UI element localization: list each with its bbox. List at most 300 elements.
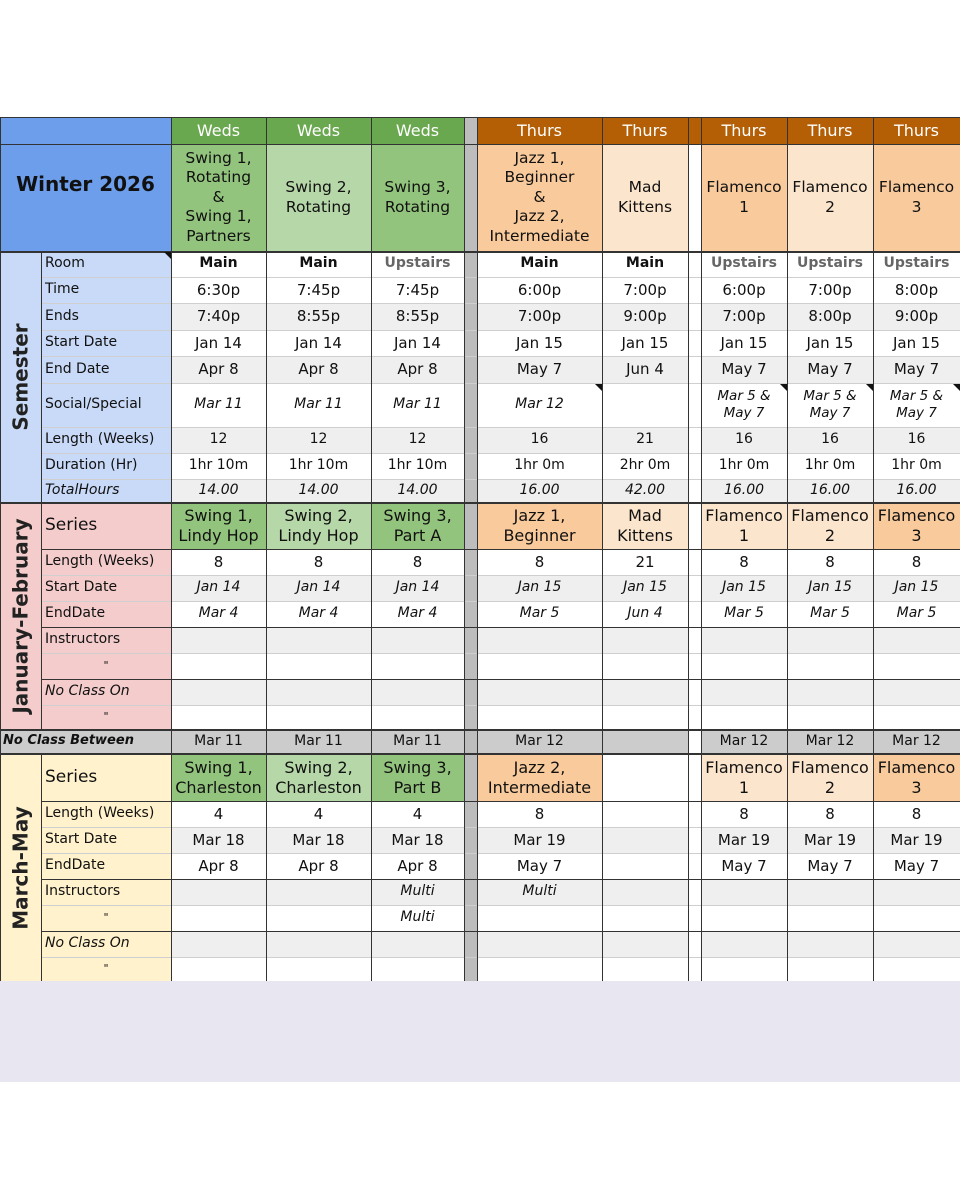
data-cell: Jan 15 bbox=[787, 575, 873, 601]
data-cell: 7:40p bbox=[171, 303, 266, 330]
day-header: Thurs bbox=[787, 117, 873, 144]
data-cell bbox=[602, 801, 688, 827]
data-cell: 8 bbox=[477, 549, 602, 575]
border-line bbox=[171, 117, 172, 981]
data-cell: Mar 5 & May 7 bbox=[873, 383, 960, 427]
data-cell: Apr 8 bbox=[371, 356, 464, 383]
data-cell bbox=[602, 754, 688, 801]
row-label: Time bbox=[41, 277, 171, 303]
data-cell: Flamenco 2 bbox=[787, 502, 873, 549]
section-semester-label bbox=[0, 251, 41, 502]
border-line bbox=[41, 627, 960, 628]
grid-line bbox=[41, 601, 960, 602]
border-line bbox=[0, 502, 960, 504]
data-cell bbox=[266, 627, 371, 653]
class-header: Swing 3, Rotating bbox=[371, 144, 464, 251]
row-label: TotalHours bbox=[41, 479, 171, 502]
data-cell bbox=[477, 679, 602, 705]
data-cell bbox=[873, 905, 960, 931]
data-cell bbox=[873, 879, 960, 905]
grid-line bbox=[41, 383, 960, 384]
data-cell: Flamenco 3 bbox=[873, 754, 960, 801]
data-cell: 8:55p bbox=[266, 303, 371, 330]
row-label: Start Date bbox=[41, 330, 171, 356]
data-cell bbox=[602, 679, 688, 705]
data-cell bbox=[701, 879, 787, 905]
data-cell: Mar 12 bbox=[477, 383, 602, 427]
data-cell: 1hr 0m bbox=[701, 453, 787, 479]
data-cell bbox=[477, 931, 602, 957]
data-cell: Jan 14 bbox=[171, 330, 266, 356]
data-cell: Mar 5 bbox=[477, 601, 602, 627]
comment-indicator-icon bbox=[866, 384, 873, 391]
data-cell: Main bbox=[171, 251, 266, 277]
border-line bbox=[602, 117, 603, 981]
data-cell bbox=[701, 931, 787, 957]
data-cell bbox=[787, 705, 873, 729]
data-cell: 8 bbox=[873, 549, 960, 575]
data-cell: 14.00 bbox=[171, 479, 266, 502]
data-cell: Mar 5 & May 7 bbox=[701, 383, 787, 427]
data-cell: 7:00p bbox=[787, 277, 873, 303]
section-mar-may-label bbox=[0, 754, 41, 981]
data-cell bbox=[171, 931, 266, 957]
data-cell bbox=[602, 705, 688, 729]
grid-line bbox=[41, 330, 960, 331]
section-jan-feb-label bbox=[0, 502, 41, 729]
section-semester-label-text: Semester bbox=[8, 322, 33, 431]
data-cell: 1hr 0m bbox=[787, 453, 873, 479]
data-cell bbox=[266, 905, 371, 931]
border-line bbox=[0, 117, 1, 981]
data-cell bbox=[873, 957, 960, 981]
data-cell: 8 bbox=[266, 549, 371, 575]
data-cell: Upstairs bbox=[701, 251, 787, 277]
border-line bbox=[41, 801, 960, 802]
data-cell: Jan 15 bbox=[477, 330, 602, 356]
day-header: Weds bbox=[371, 117, 464, 144]
data-cell: Flamenco 3 bbox=[873, 502, 960, 549]
data-cell: Mar 19 bbox=[787, 827, 873, 853]
data-cell: 8:00p bbox=[787, 303, 873, 330]
row-label: Series bbox=[41, 754, 171, 801]
data-cell bbox=[171, 627, 266, 653]
data-cell bbox=[477, 905, 602, 931]
data-cell bbox=[477, 653, 602, 679]
bottom-band bbox=[0, 981, 960, 1082]
data-cell bbox=[787, 627, 873, 653]
data-cell bbox=[602, 853, 688, 879]
data-cell: Swing 2, Lindy Hop bbox=[266, 502, 371, 549]
grid-line bbox=[41, 853, 960, 854]
border-line bbox=[0, 753, 960, 755]
no-class-between-cell: Mar 12 bbox=[477, 729, 602, 754]
data-cell: May 7 bbox=[787, 356, 873, 383]
border-line bbox=[0, 251, 960, 253]
border-line bbox=[464, 117, 465, 981]
data-cell bbox=[787, 905, 873, 931]
data-cell bbox=[171, 879, 266, 905]
row-label: Length (Weeks) bbox=[41, 549, 171, 575]
data-cell: Mar 5 bbox=[787, 601, 873, 627]
data-cell: Mar 4 bbox=[171, 601, 266, 627]
no-class-between-cell: Mar 12 bbox=[873, 729, 960, 754]
data-cell: Jan 15 bbox=[873, 330, 960, 356]
row-label: Duration (Hr) bbox=[41, 453, 171, 479]
grid-line bbox=[41, 356, 960, 357]
no-class-between-cell: Mar 12 bbox=[701, 729, 787, 754]
data-cell: Jan 15 bbox=[701, 330, 787, 356]
data-cell: Multi bbox=[371, 879, 464, 905]
data-cell: Multi bbox=[371, 905, 464, 931]
data-cell: 8 bbox=[701, 549, 787, 575]
data-cell: 16.00 bbox=[701, 479, 787, 502]
grid-line bbox=[41, 479, 960, 480]
data-cell: 8 bbox=[787, 801, 873, 827]
grid-line bbox=[41, 705, 960, 706]
data-cell bbox=[602, 383, 688, 427]
class-header: Mad Kittens bbox=[602, 144, 688, 251]
data-cell: Swing 1, Charleston bbox=[171, 754, 266, 801]
data-cell: 7:45p bbox=[371, 277, 464, 303]
data-cell: Flamenco 1 bbox=[701, 754, 787, 801]
class-header: Swing 1, Rotating & Swing 1, Partners bbox=[171, 144, 266, 251]
data-cell: 1hr 0m bbox=[873, 453, 960, 479]
data-cell: 4 bbox=[266, 801, 371, 827]
data-cell bbox=[266, 957, 371, 981]
no-class-between-cell: Mar 11 bbox=[171, 729, 266, 754]
row-label: Start Date bbox=[41, 827, 171, 853]
schedule-spreadsheet bbox=[0, 117, 960, 981]
border-line bbox=[477, 117, 478, 981]
border-line bbox=[371, 117, 372, 981]
data-cell: 16 bbox=[787, 427, 873, 453]
data-cell: Upstairs bbox=[873, 251, 960, 277]
data-cell: 14.00 bbox=[266, 479, 371, 502]
grid-line bbox=[41, 575, 960, 576]
data-cell: May 7 bbox=[873, 853, 960, 879]
grid-line bbox=[41, 303, 960, 304]
data-cell: Upstairs bbox=[787, 251, 873, 277]
data-cell: 12 bbox=[171, 427, 266, 453]
data-cell bbox=[873, 705, 960, 729]
day-header: Thurs bbox=[873, 117, 960, 144]
data-cell bbox=[602, 931, 688, 957]
data-cell: 7:00p bbox=[602, 277, 688, 303]
row-label: EndDate bbox=[41, 601, 171, 627]
data-cell: Swing 3, Part B bbox=[371, 754, 464, 801]
data-cell bbox=[266, 705, 371, 729]
grid-line bbox=[41, 277, 960, 278]
data-cell: 16 bbox=[701, 427, 787, 453]
data-cell: 14.00 bbox=[371, 479, 464, 502]
class-header: Swing 2, Rotating bbox=[266, 144, 371, 251]
grid-line bbox=[41, 905, 960, 906]
row-label: EndDate bbox=[41, 853, 171, 879]
data-cell: 8 bbox=[873, 801, 960, 827]
border-line bbox=[41, 251, 42, 729]
data-cell: Apr 8 bbox=[371, 853, 464, 879]
data-cell: Multi bbox=[477, 879, 602, 905]
row-label: End Date bbox=[41, 356, 171, 383]
no-class-between-cell: Mar 11 bbox=[371, 729, 464, 754]
data-cell bbox=[171, 653, 266, 679]
data-cell: 6:00p bbox=[701, 277, 787, 303]
class-header: Jazz 1, Beginner & Jazz 2, Intermediate bbox=[477, 144, 602, 251]
border-line bbox=[41, 549, 960, 550]
data-cell: Apr 8 bbox=[266, 853, 371, 879]
data-cell: 21 bbox=[602, 427, 688, 453]
row-label: Social/Special bbox=[41, 383, 171, 427]
data-cell: Flamenco 2 bbox=[787, 754, 873, 801]
row-label: No Class On bbox=[41, 931, 171, 957]
section-jan-feb-label-text: January-February bbox=[8, 517, 33, 714]
data-cell bbox=[171, 957, 266, 981]
data-cell: Jan 15 bbox=[477, 575, 602, 601]
data-cell bbox=[266, 931, 371, 957]
data-cell bbox=[266, 879, 371, 905]
data-cell: Mar 19 bbox=[477, 827, 602, 853]
data-cell: Jazz 1, Beginner bbox=[477, 502, 602, 549]
no-class-between-cell: Mar 12 bbox=[787, 729, 873, 754]
data-cell: 2hr 0m bbox=[602, 453, 688, 479]
data-cell: Upstairs bbox=[371, 251, 464, 277]
data-cell bbox=[787, 879, 873, 905]
data-cell bbox=[171, 905, 266, 931]
class-header: Flamenco 2 bbox=[787, 144, 873, 251]
data-cell: Mar 5 bbox=[873, 601, 960, 627]
data-cell: 12 bbox=[266, 427, 371, 453]
data-cell: Mad Kittens bbox=[602, 502, 688, 549]
data-cell: 4 bbox=[371, 801, 464, 827]
data-cell: Mar 19 bbox=[873, 827, 960, 853]
data-cell: May 7 bbox=[787, 853, 873, 879]
row-label: Length (Weeks) bbox=[41, 427, 171, 453]
data-cell bbox=[371, 957, 464, 981]
data-cell bbox=[602, 879, 688, 905]
data-cell: Mar 19 bbox=[701, 827, 787, 853]
grid-line bbox=[41, 827, 960, 828]
day-header: Thurs bbox=[477, 117, 602, 144]
data-cell: 12 bbox=[371, 427, 464, 453]
data-cell bbox=[787, 957, 873, 981]
no-class-between-cell bbox=[602, 729, 688, 754]
border-line bbox=[266, 117, 267, 981]
data-cell: 1hr 10m bbox=[266, 453, 371, 479]
row-label: Ends bbox=[41, 303, 171, 330]
data-cell bbox=[701, 705, 787, 729]
data-cell: 7:45p bbox=[266, 277, 371, 303]
page-title: Winter 2026 bbox=[0, 117, 171, 251]
class-header: Flamenco 3 bbox=[873, 144, 960, 251]
data-cell: 7:00p bbox=[477, 303, 602, 330]
data-cell bbox=[477, 627, 602, 653]
comment-indicator-icon bbox=[780, 384, 787, 391]
data-cell: Flamenco 1 bbox=[701, 502, 787, 549]
data-cell: May 7 bbox=[701, 356, 787, 383]
data-cell: 8:55p bbox=[371, 303, 464, 330]
data-cell: 8 bbox=[701, 801, 787, 827]
data-cell: Mar 11 bbox=[171, 383, 266, 427]
data-cell bbox=[371, 931, 464, 957]
border-line bbox=[0, 144, 960, 145]
data-cell: Swing 1, Lindy Hop bbox=[171, 502, 266, 549]
comment-indicator-icon bbox=[953, 384, 960, 391]
data-cell: 9:00p bbox=[873, 303, 960, 330]
data-cell: 16.00 bbox=[787, 479, 873, 502]
data-cell bbox=[701, 627, 787, 653]
data-cell: Jan 14 bbox=[371, 575, 464, 601]
data-cell: Apr 8 bbox=[171, 356, 266, 383]
data-cell: 16 bbox=[873, 427, 960, 453]
border-line bbox=[873, 117, 874, 981]
data-cell: 8 bbox=[787, 549, 873, 575]
data-cell bbox=[602, 827, 688, 853]
data-cell: Swing 3, Part A bbox=[371, 502, 464, 549]
data-cell: 6:30p bbox=[171, 277, 266, 303]
data-cell bbox=[371, 653, 464, 679]
row-label: " bbox=[41, 705, 171, 729]
data-cell: May 7 bbox=[477, 356, 602, 383]
grid-line bbox=[41, 427, 960, 428]
data-cell bbox=[701, 957, 787, 981]
data-cell: Jan 15 bbox=[701, 575, 787, 601]
border-line bbox=[701, 117, 702, 981]
comment-indicator-icon bbox=[164, 252, 171, 259]
data-cell: Swing 2, Charleston bbox=[266, 754, 371, 801]
data-cell: Mar 11 bbox=[371, 383, 464, 427]
border-line bbox=[787, 117, 788, 981]
data-cell bbox=[701, 679, 787, 705]
row-label: Series bbox=[41, 502, 171, 549]
data-cell: 4 bbox=[171, 801, 266, 827]
data-cell: Mar 18 bbox=[171, 827, 266, 853]
divider-column bbox=[688, 117, 701, 144]
data-cell: 16 bbox=[477, 427, 602, 453]
data-cell: Apr 8 bbox=[171, 853, 266, 879]
data-cell bbox=[171, 679, 266, 705]
data-cell bbox=[787, 931, 873, 957]
data-cell: Jan 14 bbox=[266, 575, 371, 601]
border-line bbox=[41, 931, 960, 932]
data-cell: 6:00p bbox=[477, 277, 602, 303]
data-cell: 42.00 bbox=[602, 479, 688, 502]
data-cell bbox=[371, 679, 464, 705]
data-cell: 8 bbox=[371, 549, 464, 575]
data-cell: May 7 bbox=[701, 853, 787, 879]
data-cell: Jan 15 bbox=[602, 330, 688, 356]
data-cell: 1hr 10m bbox=[371, 453, 464, 479]
data-cell: Main bbox=[477, 251, 602, 277]
data-cell: 7:00p bbox=[701, 303, 787, 330]
data-cell: Main bbox=[602, 251, 688, 277]
row-label: " bbox=[41, 905, 171, 931]
row-label: Length (Weeks) bbox=[41, 801, 171, 827]
data-cell bbox=[477, 957, 602, 981]
row-label: " bbox=[41, 653, 171, 679]
grid-line bbox=[41, 653, 960, 654]
data-cell bbox=[873, 931, 960, 957]
row-label: Instructors bbox=[41, 879, 171, 905]
no-class-between-label: No Class Between bbox=[0, 729, 171, 754]
data-cell: Main bbox=[266, 251, 371, 277]
data-cell: Mar 4 bbox=[371, 601, 464, 627]
data-cell: 1hr 10m bbox=[171, 453, 266, 479]
section-mar-may-label-text: March-May bbox=[8, 805, 33, 930]
data-cell bbox=[371, 627, 464, 653]
data-cell bbox=[873, 679, 960, 705]
data-cell bbox=[701, 905, 787, 931]
data-cell: May 7 bbox=[873, 356, 960, 383]
data-cell bbox=[266, 679, 371, 705]
data-cell: Mar 11 bbox=[266, 383, 371, 427]
data-cell bbox=[602, 905, 688, 931]
data-cell bbox=[477, 705, 602, 729]
comment-indicator-icon bbox=[595, 384, 602, 391]
data-cell bbox=[602, 653, 688, 679]
row-label: Instructors bbox=[41, 627, 171, 653]
data-cell bbox=[171, 705, 266, 729]
data-cell bbox=[873, 653, 960, 679]
data-cell: Mar 18 bbox=[266, 827, 371, 853]
data-cell: 16.00 bbox=[477, 479, 602, 502]
data-cell: Mar 4 bbox=[266, 601, 371, 627]
data-cell: May 7 bbox=[477, 853, 602, 879]
row-label: " bbox=[41, 957, 171, 981]
data-cell: Mar 5 bbox=[701, 601, 787, 627]
data-cell: Jan 15 bbox=[873, 575, 960, 601]
day-header: Thurs bbox=[602, 117, 688, 144]
day-header: Weds bbox=[266, 117, 371, 144]
data-cell: Jan 15 bbox=[602, 575, 688, 601]
grid-line bbox=[41, 957, 960, 958]
no-class-between-cell: Mar 11 bbox=[266, 729, 371, 754]
data-cell bbox=[787, 653, 873, 679]
data-cell: 8 bbox=[171, 549, 266, 575]
data-cell bbox=[701, 653, 787, 679]
data-cell: Jan 14 bbox=[371, 330, 464, 356]
data-cell: 8 bbox=[477, 801, 602, 827]
row-label: No Class On bbox=[41, 679, 171, 705]
border-line bbox=[688, 117, 689, 981]
data-cell: Jan 15 bbox=[787, 330, 873, 356]
data-cell bbox=[371, 705, 464, 729]
border-line bbox=[0, 117, 960, 118]
data-cell bbox=[602, 627, 688, 653]
border-line bbox=[0, 729, 960, 731]
data-cell: Mar 5 & May 7 bbox=[787, 383, 873, 427]
data-cell: Jun 4 bbox=[602, 601, 688, 627]
data-cell: Mar 18 bbox=[371, 827, 464, 853]
class-header: Flamenco 1 bbox=[701, 144, 787, 251]
data-cell bbox=[602, 957, 688, 981]
data-cell: Jazz 2, Intermediate bbox=[477, 754, 602, 801]
data-cell bbox=[266, 653, 371, 679]
border-line bbox=[41, 754, 42, 981]
data-cell: Jan 14 bbox=[266, 330, 371, 356]
grid-line bbox=[41, 453, 960, 454]
day-header: Thurs bbox=[701, 117, 787, 144]
data-cell: 21 bbox=[602, 549, 688, 575]
border-line bbox=[41, 879, 960, 880]
row-label: Room bbox=[41, 251, 171, 277]
data-cell: 9:00p bbox=[602, 303, 688, 330]
day-header: Weds bbox=[171, 117, 266, 144]
border-line bbox=[41, 679, 960, 680]
data-cell bbox=[873, 627, 960, 653]
data-cell: Jan 14 bbox=[171, 575, 266, 601]
data-cell: Jun 4 bbox=[602, 356, 688, 383]
